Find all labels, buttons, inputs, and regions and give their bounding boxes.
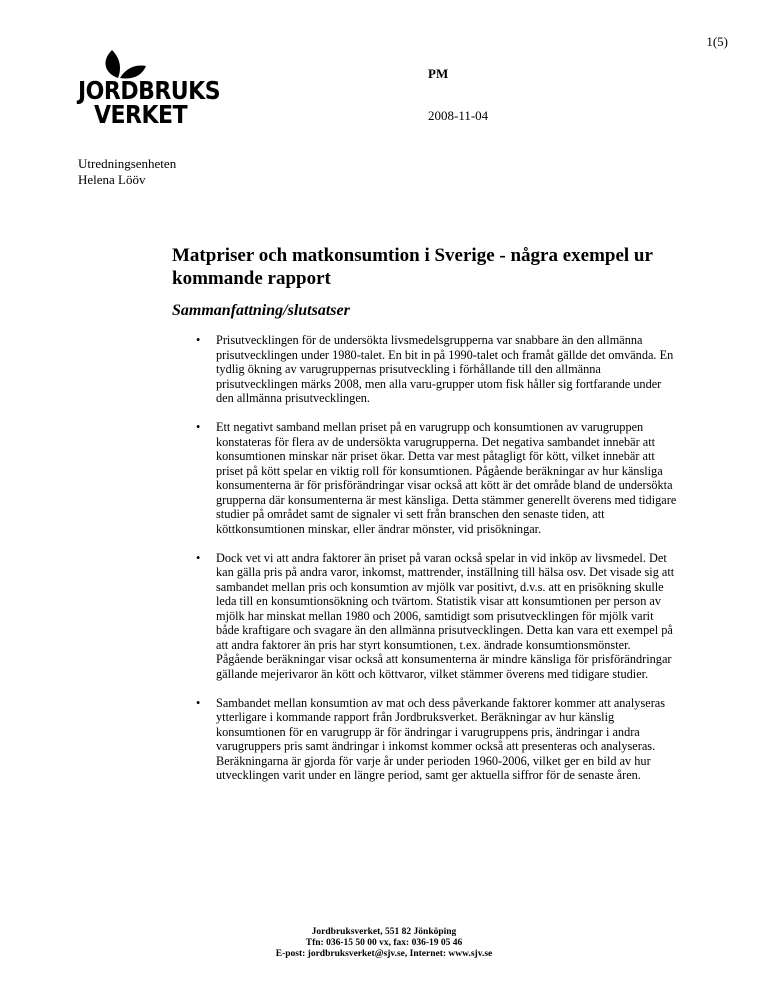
summary-bullet-list xyxy=(196,333,678,797)
bullet-icon: • xyxy=(196,695,201,710)
list-item xyxy=(196,696,678,783)
footer xyxy=(0,927,768,960)
bullet-icon: • xyxy=(196,420,201,434)
document-date: 2008-11-04 xyxy=(428,108,489,123)
list-item xyxy=(196,333,678,406)
bullet-icon: • xyxy=(196,333,201,347)
logo-text-line1: JORDBRUKS xyxy=(78,77,221,106)
bullet-text: Prisutvecklingen för de undersökta livsmedelsgrupperna var snabbare än den allmänna prisutvecklingen under 1980-talet. En bit in på 1990-talet och framåt gällde det omvända. En tydlig ökning av varugruppernas prisutveckling i förhållande till den allmänna prisutvecklingen märks 2008, men alla varu-grupper utom fisk håller sig fortfarande under den allmänna prisutvecklingen. xyxy=(216,333,674,405)
document-title: Matpriser och matkonsumtion i Sverige - några exempel ur kommande rapport xyxy=(172,245,653,289)
footer-address: Jordbruksverket, 551 82 Jönköping xyxy=(311,927,457,937)
leaf-icon xyxy=(78,48,194,80)
footer-phone: Tfn: 036-15 50 00 vx, fax: 036-19 05 46 xyxy=(305,938,463,948)
bullet-text: Ett negativt samband mellan priset på en varugrupp och konsumtionen av varugruppen konstateras för flera av de undersökta varugrupperna. Det negativa sambandet innebär att konsumtionen minskar när priset ökar. Detta var mest påtagligt för kött, vilket innebär att priset på kött spelar en viktig roll för konsumtionen. Pågående beräkningar av hur känsliga konsumenterna är för prisförändringar visar också att kött är det område bland de undersökta grupperna där konsumenterna är mest känsliga. Detta stämmer generellt överens med tidigare studier på området samt de signaler vi sett från branschen den senaste tiden, att köttkonsumtionen minskar, eller ändrar mönster, vid prisökningar. xyxy=(216,420,677,536)
bullet-icon: • xyxy=(196,550,201,565)
page-number: 1(5) xyxy=(706,34,728,49)
document-type: PM xyxy=(428,66,449,81)
list-item xyxy=(196,551,678,682)
logo-text-line2: VERKET xyxy=(94,101,188,130)
sender-block xyxy=(78,156,176,188)
bullet-text: Dock vet vi att andra faktorer än priset på varan också spelar in vid inköp av livsmedel. Det kan gälla pris på andra varor, inkomst, mattrender, inställning till hälsa osv. Det visade sig att sambandet mellan pris och konsumtion av mjölk var positivt, d.v.s. att en prisökning skulle leda till en konsumtionsökning och tvärtom. Statistik visar att konsumtionen per person av mjölk har minskat mellan 1980 och 2006, samtidigt som prisutvecklingen för mjölk varit både kraftigare och svagare än den allmänna prisutvecklingen. Detta kan vara ett exempel på att andra faktorer än pris har styrt konsumtionen, t.ex. ändrade konsumtionsmönster. Pågående beräkningar visar också att konsumenterna är mindre känsliga för prisförändringar gällande mejerivaror än kött och köttvaror, vilket stämmer överens med tidigare studier. xyxy=(216,550,675,681)
sender-author: Helena Lööv xyxy=(78,172,146,187)
section-heading: Sammanfattning/slutsatser xyxy=(172,302,350,319)
jordbruksverket-logo xyxy=(78,48,221,130)
footer-contact: E-post: jordbruksverket@sjv.se, Internet: www.sjv.se xyxy=(275,949,493,959)
sender-unit: Utredningsenheten xyxy=(78,156,177,171)
list-item xyxy=(196,420,678,536)
bullet-text: Sambandet mellan konsumtion av mat och dess påverkande faktorer kommer att analyseras ytterligare i kommande rapport från Jordbruksverket. Beräkningar av hur känslig konsumtionen för en varugrupp är för ändringar i varugruppens pris, ändringar i andra varugruppers pris samt ändringar i inkomst kommer också att presenteras och analyseras. Beräkningarna är gjorda för varje år under perioden 1960-2006, vilket ger en bild av hur utvecklingen varit under en längre period, samt ger aktuella siffror för de senaste åren. xyxy=(216,695,666,782)
